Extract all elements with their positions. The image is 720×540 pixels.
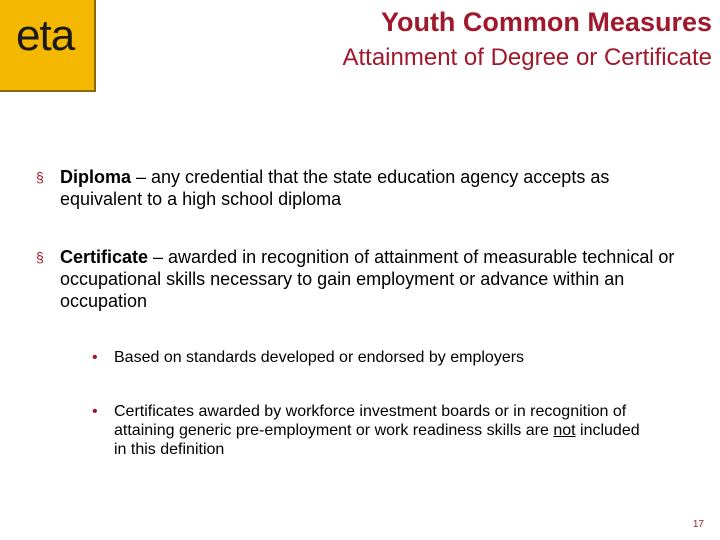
page-number: 17 [692, 519, 704, 530]
bullet-diploma-body: – any credential that the state education agency accepts as equivalent to a high school diploma [60, 167, 610, 209]
bullet-diploma-term: Diploma [60, 167, 132, 187]
sub-bullet-standards-text: Based on standards developed or endorsed by employers [114, 349, 525, 366]
square-bullet-icon: § [36, 249, 44, 265]
slide-title: Youth Common Measures [380, 7, 712, 37]
dot-bullet-icon: • [92, 403, 98, 420]
eta-logo: eta [16, 11, 75, 60]
sub-bullet-certificates-text [114, 402, 652, 459]
slide-subtitle: Attainment of Degree or Certificate [342, 44, 712, 71]
square-bullet-icon: § [36, 169, 44, 185]
bullet-certificate-body: – awarded in recognition of attainment of measurable technical or occupational skills necessary to gain employment or advance within an occupation [60, 247, 675, 311]
bullet-certificate-term: Certificate [60, 247, 149, 267]
sub-bullet-certificates [92, 402, 652, 459]
sub-bullet-certificates-after: included in this definition [114, 422, 640, 458]
sub-bullet-certificates-before: Certificates awarded by workforce investment boards or in recognition of attaining generic pre-employment or work readiness skills are [114, 403, 627, 439]
sub-bullet-standards [92, 348, 652, 367]
bullet-certificate [36, 246, 696, 312]
bullet-diploma-text [60, 166, 696, 210]
logo-box [0, 0, 96, 92]
emphasis-not: not [553, 422, 576, 439]
bullet-certificate-text [60, 246, 696, 312]
dot-bullet-icon: • [92, 349, 98, 366]
bullet-diploma [36, 166, 696, 210]
